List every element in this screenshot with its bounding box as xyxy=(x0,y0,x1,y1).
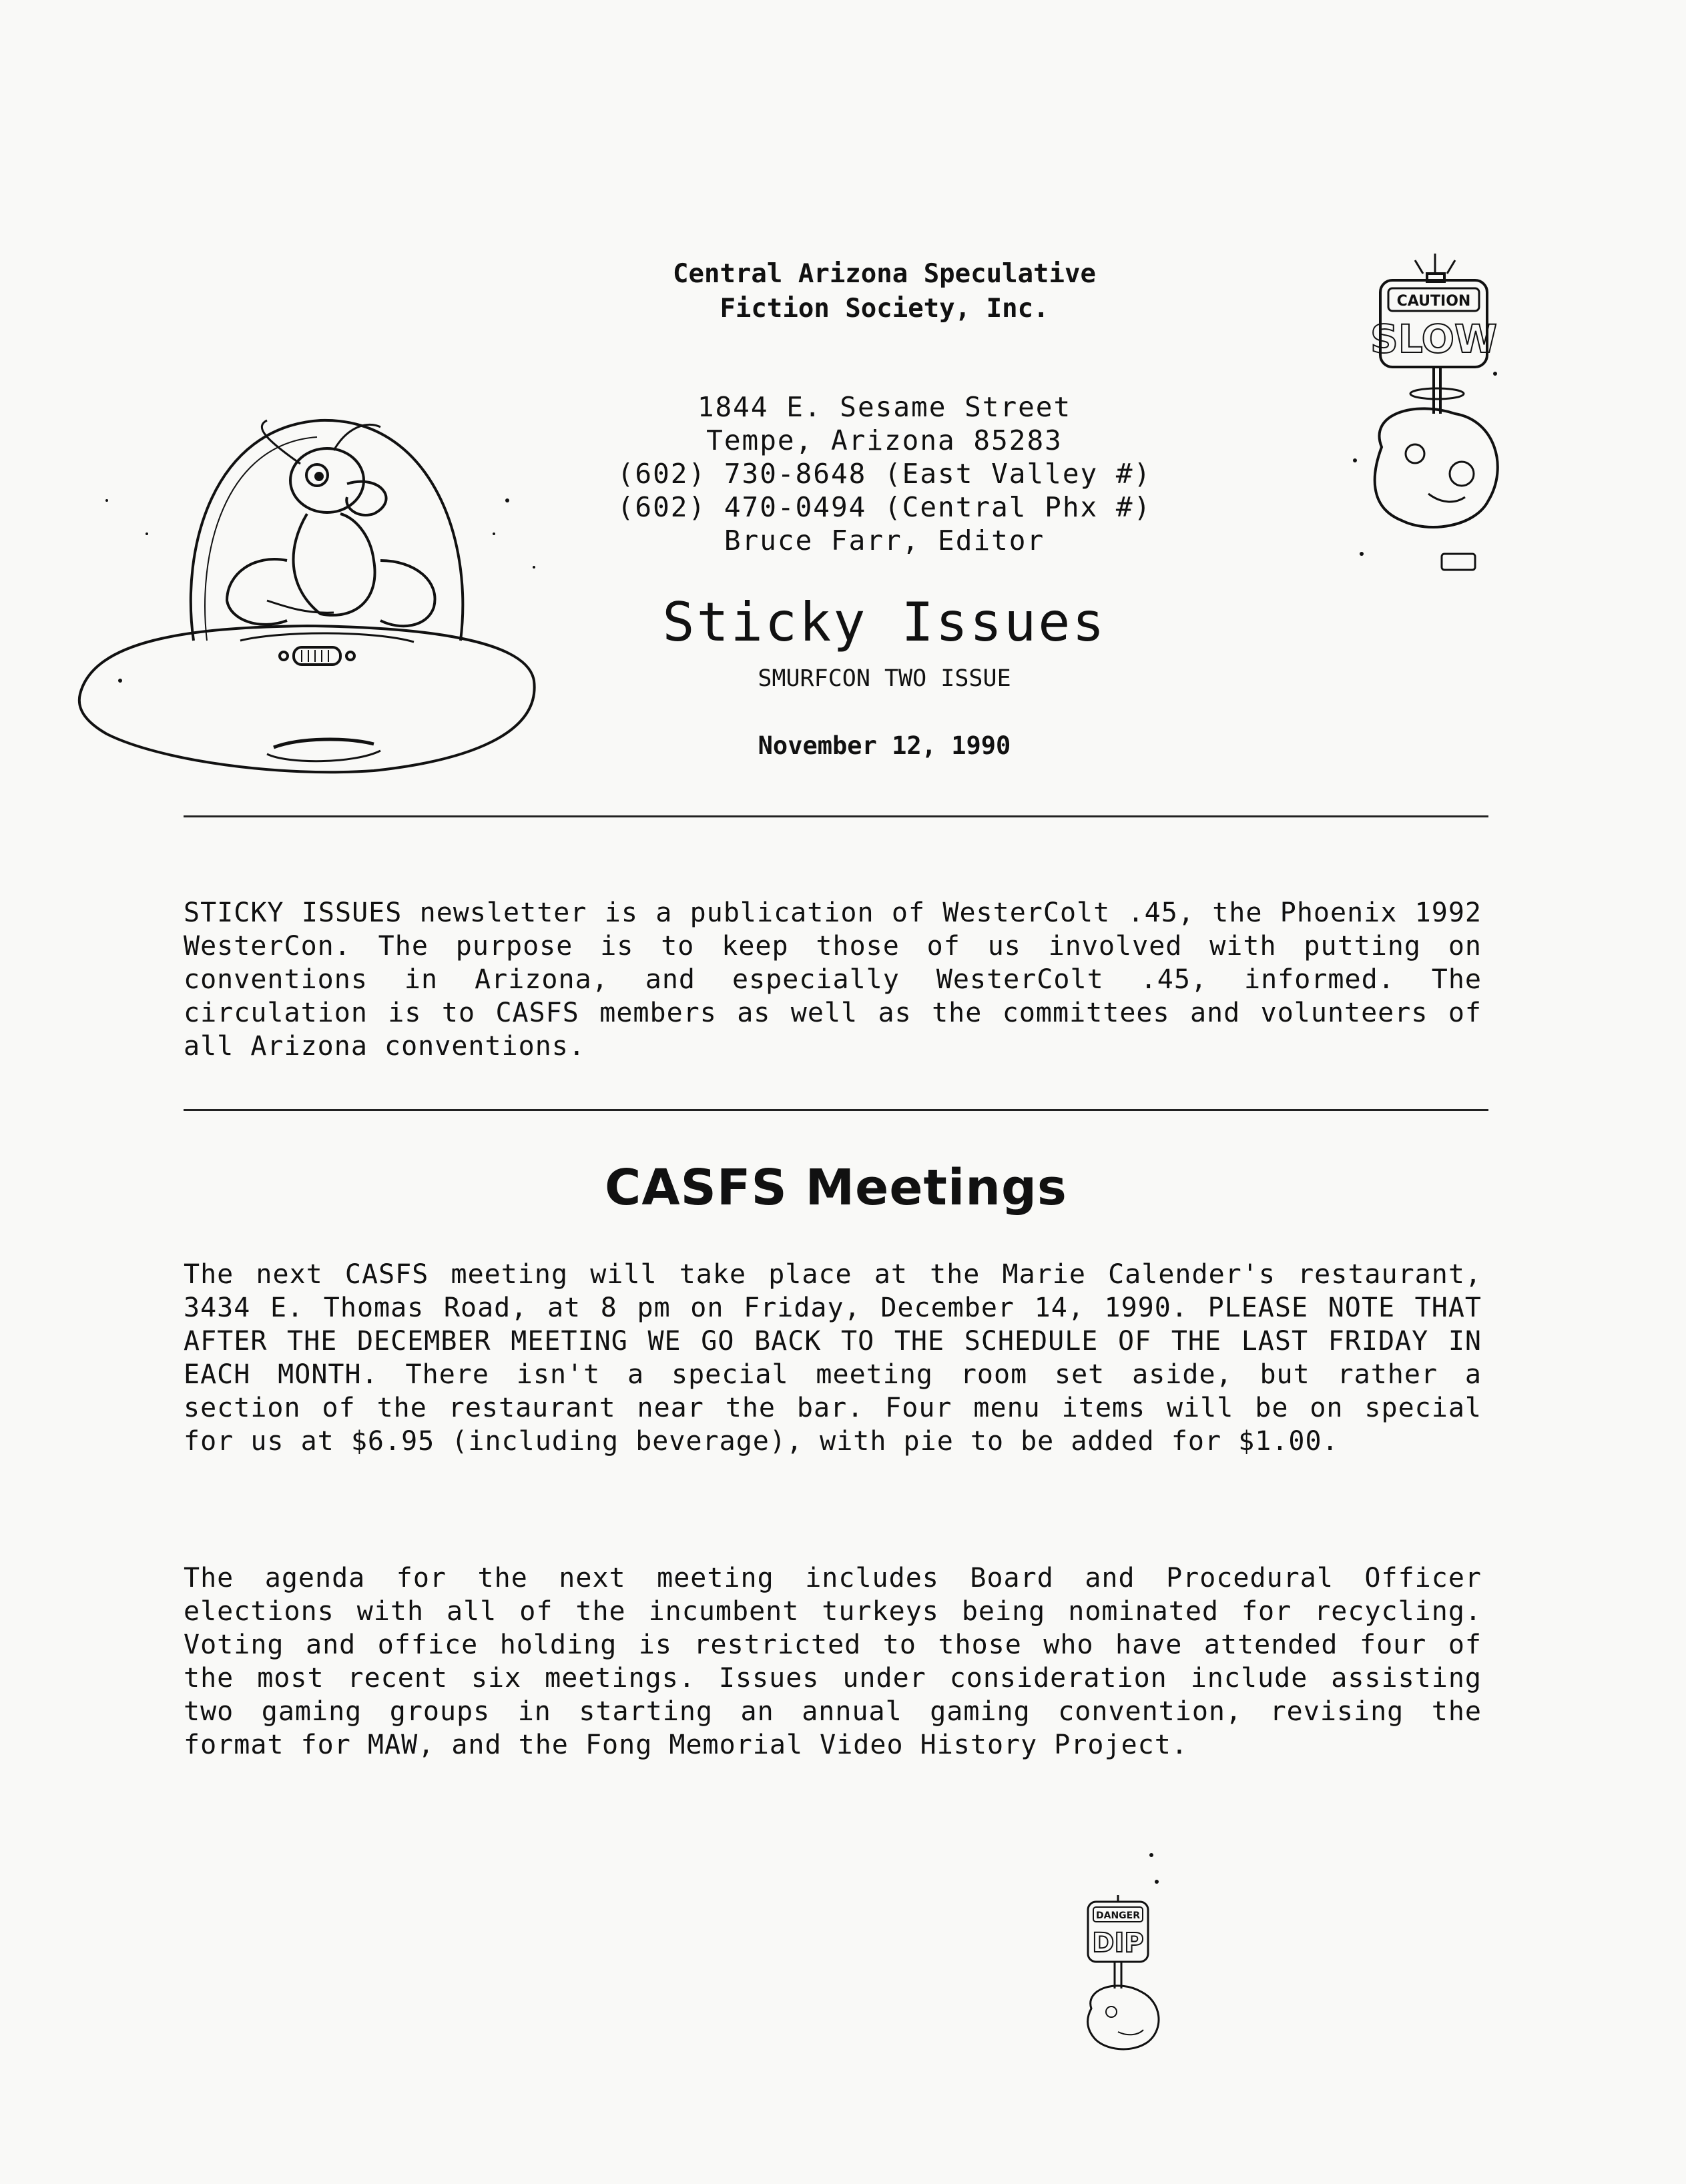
street-address: 1844 E. Sesame Street xyxy=(697,391,1072,423)
meeting-paragraph: The next CASFS meeting will take place at the Marie Calender's restaurant, 3434 E. Thomas Road, at 8 pm on Friday, December 14, 1990. PLEASE NOTE THAT AFTER THE DECEMBER MEETING WE GO BACK TO THE SCHEDULE OF THE LAST FRIDAY IN EACH MONTH. There isn't a special meeting room set aside, but rather a section of the restaurant near the bar. Four menu items will be on special for us at $6.95 (including beverage), with pie to be added for $1.00. xyxy=(184,1259,1482,1457)
intro-paragraph: STICKY ISSUES newsletter is a publication of WesterColt .45, the Phoenix 1992 WesterCon. The purpose is to keep those of us involved with putting on conventions in Arizona, and especially WesterColt .45, informed. The circulation is to CASFS members as well as the committees and volunteers of all Arizona conventions. xyxy=(184,897,1482,1062)
city-state-zip: Tempe, Arizona 85283 xyxy=(706,424,1063,456)
org-line-1: Central Arizona Speculative xyxy=(673,259,1096,289)
caution-sign-asteroid-illustration xyxy=(1342,240,1502,587)
newsletter-title: Sticky Issues xyxy=(662,591,1107,653)
caution-sign-word: SLOW xyxy=(1370,316,1497,362)
danger-sign-asteroid-illustration xyxy=(1071,1842,1165,2055)
phone-east-valley: (602) 730-8648 (East Valley #) xyxy=(617,458,1152,490)
editor-line: Bruce Farr, Editor xyxy=(724,524,1045,557)
phone-central-phx: (602) 470-0494 (Central Phx #) xyxy=(617,491,1152,523)
caution-sign-label: CAUTION xyxy=(1396,293,1471,310)
top-divider xyxy=(184,815,1488,817)
middle-divider xyxy=(184,1109,1488,1111)
org-line-2: Fiction Society, Inc. xyxy=(720,294,1049,324)
alien-in-flying-saucer-illustration xyxy=(67,400,547,774)
issue-subtitle: SMURFCON TWO ISSUE xyxy=(758,665,1011,692)
issue-date: November 12, 1990 xyxy=(758,731,1011,760)
danger-sign-label: DANGER xyxy=(1095,1910,1141,1921)
danger-sign-word: DIP xyxy=(1092,1928,1144,1958)
organization-name xyxy=(507,257,1261,326)
agenda-paragraph: The agenda for the next meeting includes Board and Procedural Officer elections with all of the incumbent turkeys being nominated for recycling. Voting and office holding is restricted to those who have attended four of the most recent six meetings. Issues under consideration include assisting two gaming groups in starting an annual gaming convention, revising the format for MAW, and the Fong Memorial Video History Project. xyxy=(184,1563,1482,1760)
section-heading: CASFS Meetings xyxy=(605,1159,1067,1216)
address-block xyxy=(507,390,1261,557)
